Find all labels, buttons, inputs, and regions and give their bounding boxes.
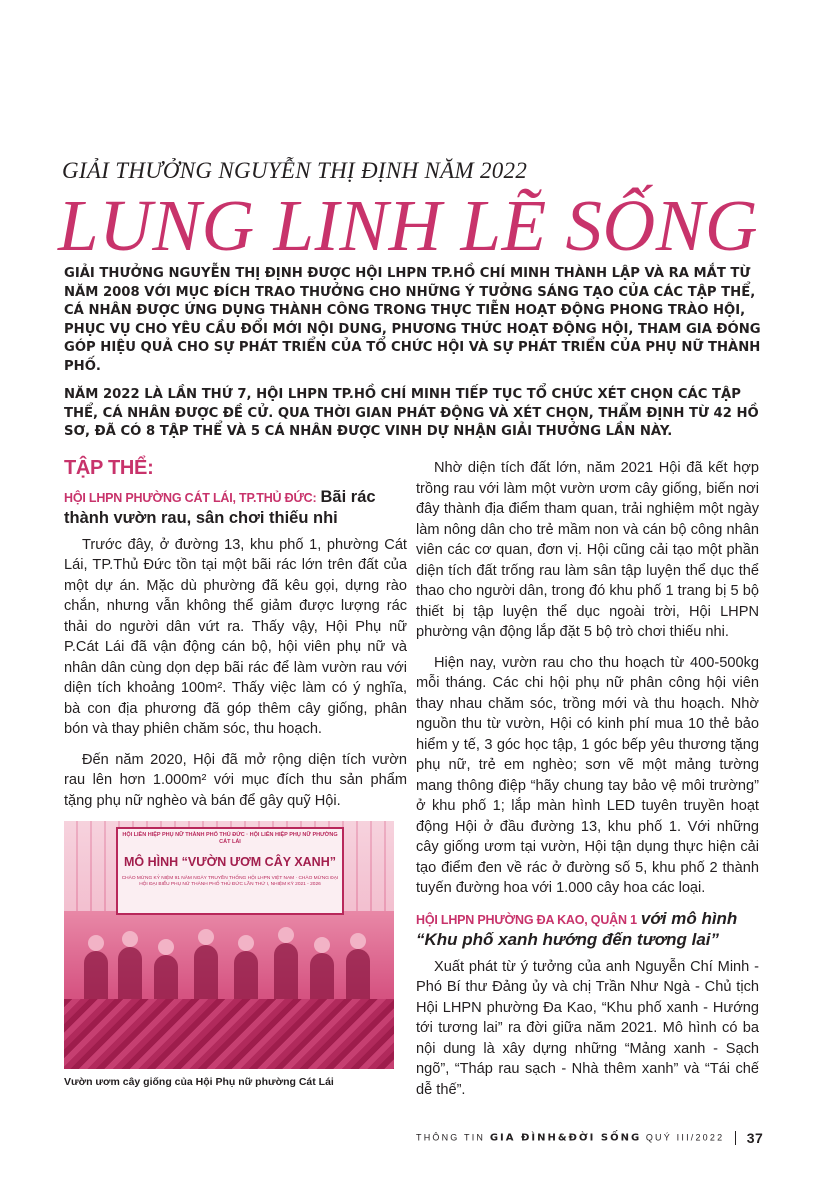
body-paragraph: Đến năm 2020, Hội đã mở rộng diện tích vườn rau lên hơn 1.000m² với mục đích thu sản phẩm tặng phụ nữ nghèo và bán để gây quỹ Hội. (64, 751, 407, 809)
lead-paragraph-1: GIẢI THƯỞNG NGUYỄN THỊ ĐỊNH ĐƯỢC HỘI LHPN TP.HỒ CHÍ MINH THÀNH LẬP VÀ RA MẮT TỪ NĂM 2008 VỚI MỤC ĐÍCH TRAO THƯỞNG CHO NHỮNG Ý TƯỞNG SÁNG TẠO CỦA CÁC TẬP THỂ, CÁ NHÂN ĐƯỢC ỨNG DỤNG THÀNH CÔNG TRONG THỰC TIỄN HOẠT ĐỘNG PHONG TRÀO HỘI, PHỤC VỤ CHO YÊU CẦU ĐỔI MỚI NỘI DUNG, PHƯƠNG THỨC HOẠT ĐỘNG HỘI, THAM GIA ĐÓNG GÓP HIỆU QUẢ CHO SỰ PHÁT TRIỂN CỦA TỔ CHỨC HỘI VÀ SỰ PHÁT TRIỂN CỦA PHỤ NỮ THÀNH PHỐ. (64, 266, 761, 374)
photo-plants (64, 999, 394, 1069)
photo-banner-org: HỘI LIÊN HIỆP PHỤ NỮ THÀNH PHỐ THỦ ĐỨC · HỘI LIÊN HIỆP PHỤ NỮ PHƯỜNG CÁT LÁI (122, 832, 338, 845)
body-paragraph: Trước đây, ở đường 13, khu phố 1, phường Cát Lái, TP.Thủ Đức tồn tại một bãi rác lớn trên đất của một dự án. Mặc dù phường đã kêu gọi, dựng rào chắn, nhưng vẫn không thể giảm được lượng rác thải do người dân vứt ra. Thấy vậy, Hội Phụ nữ P.Cát Lái đã vận động cán bộ, hội viên phụ nữ và nhân dân cùng dọn dẹp bãi rác để làm vườn rau với diện tích khoảng 100m². Thấy việc làm có ý nghĩa, bà con địa phương đã góp thêm cây giống, phân bón và thay phiên chăm sóc, thu hoạch. (64, 536, 407, 737)
footer-label: THÔNG TIN (416, 1132, 486, 1143)
footer-issue: QUÝ III/2022 (645, 1132, 725, 1143)
page-footer (416, 1130, 764, 1146)
footer-brand: GIA ĐÌNH&ĐỜI SỐNG (489, 1132, 642, 1144)
photo-caption: Vườn ươm cây giống của Hội Phụ nữ phường Cát Lái (64, 1076, 334, 1088)
photo-banner-title: MÔ HÌNH “VƯỜN ƯƠM CÂY XANH” (124, 855, 336, 869)
subheading-org: HỘI LHPN PHƯỜNG CÁT LÁI, TP.THỦ ĐỨC: (64, 490, 317, 505)
left-column (64, 458, 407, 1089)
subheading-title-prefix: với mô hình (640, 908, 738, 928)
body-paragraph: Nhờ diện tích đất lớn, năm 2021 Hội đã kết hợp trồng rau với làm một vườn ươm cây giống, biến nơi đây thành địa điểm tham quan, trải nghiệm một ngày làm nông dân cho trẻ mầm non và cán bộ công nhân viên các cơ quan, đơn vị. Hội cũng cải tạo một phần diện tích đất trống rau làm sân tập luyện thể dục thể thao cho người dân, trong đó khu phố 1 trang bị 5 bộ thiết bị tập luyện thể dục ngoài trời, Hội LHPN phường vận động lắp đặt 5 bộ trò chơi thiếu nhi. (416, 460, 759, 640)
subheading-cat-lai (64, 487, 407, 529)
subheading-da-kao (416, 909, 759, 951)
photo-banner-subtitle: CHÀO MỪNG KỶ NIỆM 91 NĂM NGÀY TRUYỀN THỐNG HỘI LHPN VIỆT NAM · CHÀO MỪNG ĐẠI HỘI ĐẠI BIỂU PHỤ NỮ THÀNH PHỐ THỦ ĐỨC LẦN THỨ I, NHIỆM KỲ 2021 - 2026 (121, 876, 339, 887)
subheading-title: “Khu phố xanh hướng đến tương lai” (416, 929, 720, 949)
page-number: 37 (746, 1130, 764, 1146)
article-headline: LUNG LINH LẼ SỐNG (58, 185, 759, 266)
article-kicker: GIẢI THƯỞNG NGUYỄN THỊ ĐỊNH NĂM 2022 (62, 158, 528, 183)
lead-paragraph-2: NĂM 2022 LÀ LẦN THỨ 7, HỘI LHPN TP.HỒ CHÍ MINH TIẾP TỤC TỔ CHỨC XÉT CHỌN CÁC TẬP THỂ, CÁ NHÂN ĐƯỢC ĐỀ CỬ. QUA THỜI GIAN PHÁT ĐỘNG VÀ XÉT CHỌN, THẨM ĐỊNH TỪ 42 HỒ SƠ, ĐÃ CÓ 8 TẬP THỂ VÀ 5 CÁ NHÂN ĐƯỢC VINH DỰ NHẬN GIẢI THƯỞNG LẦN NÀY. (64, 387, 759, 439)
footer-divider (735, 1131, 736, 1145)
section-title: TẬP THỂ: (64, 457, 154, 479)
subheading-org: HỘI LHPN PHƯỜNG ĐA KAO, QUẬN 1 (416, 912, 637, 927)
right-column (416, 458, 759, 1110)
photo-banner (116, 827, 344, 915)
subheading-title: Bãi rác thành vườn rau, sân chơi thiếu nhi (64, 487, 376, 527)
body-paragraph: Xuất phát từ ý tưởng của anh Nguyễn Chí Minh - Phó Bí thư Đảng ủy và chị Trần Như Ngà - Chủ tịch Hội LHPN phường Đa Kao, “Khu phố xanh - Hướng tới tương lai” ra đời giữa năm 2021. Mô hình có ba nội dung là xây dựng những “Mảng xanh - Sạch ngõ”, “Tháp rau sạch - Nhà thêm xanh” và “Tái chế dễ thế”. (416, 958, 759, 1098)
body-paragraph: Hiện nay, vườn rau cho thu hoạch từ 400-500kg mỗi tháng. Các chi hội phụ nữ phân công hội viên thay nhau chăm sóc, trồng mới và thu hoạch. Nhờ nguồn thu từ vườn, Hội có kinh phí mua 10 thẻ bảo hiểm y tế, 3 góc học tập, 1 góc bếp yêu thương tặng phụ nữ, trẻ em nghèo; sơn vẽ một mảng tường mang thông điệp “hãy chung tay bảo vệ môi trường” ở khu phố 1; lắp màn hình LED tuyên truyền hoạt động Hội ở đầu đường 13, khu phố 1. Với những cây giống ươm tại vườn, Hội tận dụng thực hiện cải tạo điểm đen về rác ở đường số 5, khu phố 2 thành tuyến đường hoa với 1.000 cây hoa các loại. (416, 654, 759, 896)
photo-nursery (64, 821, 394, 1069)
